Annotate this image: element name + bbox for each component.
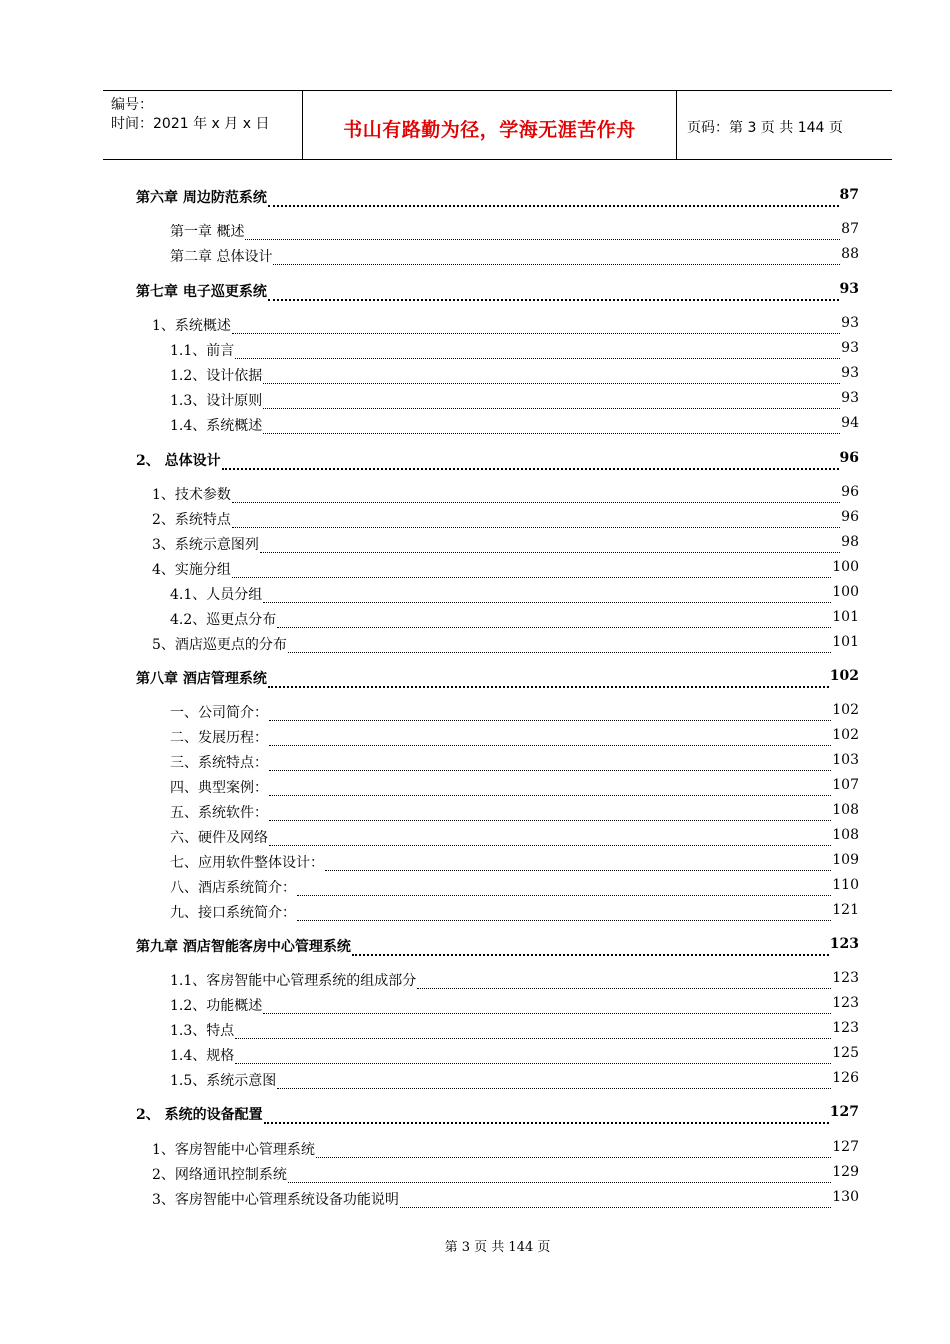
toc-entry-title: 4.2、巡更点分布 — [170, 612, 277, 628]
toc-dot-leader — [269, 727, 831, 746]
toc-entry-title: 第八章 酒店管理系统 — [136, 671, 267, 687]
toc-entry-title: 六、硬件及网络 — [170, 830, 268, 846]
toc-entry[interactable] — [0, 365, 950, 387]
toc-dot-leader — [264, 1104, 829, 1124]
toc-dot-leader — [263, 365, 840, 384]
toc-entry-title: 第一章 概述 — [170, 224, 245, 240]
toc-entry-title: 1.3、设计原则 — [170, 393, 263, 409]
toc-dot-leader — [269, 752, 831, 771]
toc-entry-page: 126 — [832, 1070, 859, 1086]
document-header — [103, 90, 892, 160]
toc-entry[interactable] — [0, 1020, 950, 1042]
toc-entry-page: 100 — [832, 584, 859, 600]
header-page-cell — [677, 91, 892, 159]
toc-entry-title: 4.1、人员分组 — [170, 587, 263, 603]
toc-entry-title: 1.1、客房智能中心管理系统的组成部分 — [170, 973, 417, 989]
toc-entry-title: 第六章 周边防范系统 — [136, 190, 267, 206]
toc-entry[interactable] — [0, 902, 950, 924]
toc-entry[interactable] — [0, 609, 950, 631]
toc-dot-leader — [297, 902, 831, 921]
toc-entry[interactable] — [0, 727, 950, 749]
toc-entry[interactable] — [0, 827, 950, 849]
toc-entry[interactable] — [0, 802, 950, 824]
toc-entry-page: 130 — [832, 1189, 859, 1205]
toc-entry-page: 121 — [832, 902, 859, 918]
toc-entry-page: 107 — [832, 777, 859, 793]
toc-entry-title: 1、客房智能中心管理系统 — [152, 1142, 315, 1158]
toc-dot-leader — [288, 1164, 831, 1183]
serial-label: 编号： — [111, 97, 153, 113]
toc-entry-page: 109 — [832, 852, 859, 868]
toc-entry-page: 93 — [841, 340, 859, 356]
toc-entry[interactable] — [0, 315, 950, 337]
toc-entry[interactable] — [0, 340, 950, 362]
toc-entry[interactable] — [0, 509, 950, 531]
toc-dot-leader — [235, 1020, 831, 1039]
toc-entry-title: 2、 总体设计 — [136, 453, 221, 469]
toc-dot-leader — [268, 281, 839, 301]
toc-entry-title: 1.2、设计依据 — [170, 368, 263, 384]
page-info: 页码：第 3 页 共 144 页 — [687, 120, 843, 136]
toc-entry-page: 102 — [832, 702, 859, 718]
toc-entry-title: 八、酒店系统简介： — [170, 880, 296, 896]
toc-entry-title: 1.1、前言 — [170, 343, 235, 359]
toc-entry-page: 110 — [832, 877, 859, 893]
toc-entry-page: 102 — [832, 727, 859, 743]
toc-entry-title: 3、系统示意图列 — [152, 537, 259, 553]
toc-entry-title: 第九章 酒店智能客房中心管理系统 — [136, 939, 351, 955]
toc-entry-page: 127 — [832, 1139, 859, 1155]
toc-entry-page: 93 — [841, 315, 859, 331]
toc-dot-leader — [400, 1189, 831, 1208]
toc-entry-title: 五、系统软件： — [170, 805, 268, 821]
toc-entry[interactable] — [0, 668, 950, 690]
toc-dot-leader — [273, 246, 840, 265]
toc-entry-title: 1.4、规格 — [170, 1048, 235, 1064]
toc-dot-leader — [269, 827, 831, 846]
toc-entry-title: 九、接口系统简介： — [170, 905, 296, 921]
toc-entry[interactable] — [0, 415, 950, 437]
toc-dot-leader — [232, 509, 840, 528]
toc-dot-leader — [316, 1139, 831, 1158]
toc-entry-page: 129 — [832, 1164, 859, 1180]
toc-entry-page: 123 — [832, 1020, 859, 1036]
toc-entry-title: 第七章 电子巡更系统 — [136, 284, 267, 300]
toc-entry[interactable] — [0, 634, 950, 656]
toc-entry[interactable] — [0, 584, 950, 606]
toc-entry[interactable] — [0, 1104, 950, 1126]
toc-entry[interactable] — [0, 852, 950, 874]
toc-entry-page: 87 — [839, 187, 859, 203]
toc-entry-title: 3、客房智能中心管理系统设备功能说明 — [152, 1192, 399, 1208]
toc-entry[interactable] — [0, 390, 950, 412]
toc-dot-leader — [288, 634, 831, 653]
toc-entry[interactable] — [0, 1045, 950, 1067]
toc-entry[interactable] — [0, 221, 950, 243]
toc-dot-leader — [269, 777, 831, 796]
toc-entry-title: 2、系统特点 — [152, 512, 231, 528]
toc-entry-title: 4、实施分组 — [152, 562, 231, 578]
toc-dot-leader — [260, 534, 840, 553]
toc-dot-leader — [263, 584, 831, 603]
time-label: 时间：2021 年 x 月 x 日 — [111, 116, 270, 132]
toc-entry-title: 第二章 总体设计 — [170, 249, 273, 265]
toc-dot-leader — [277, 609, 831, 628]
toc-entry-title: 1.3、特点 — [170, 1023, 235, 1039]
toc-entry-page: 87 — [841, 221, 859, 237]
toc-dot-leader — [263, 995, 831, 1014]
toc-entry-title: 1.2、功能概述 — [170, 998, 263, 1014]
toc-entry-page: 98 — [841, 534, 859, 550]
toc-entry[interactable] — [0, 777, 950, 799]
toc-entry-page: 94 — [841, 415, 859, 431]
toc-entry-page: 101 — [832, 634, 859, 650]
toc-entry-page: 123 — [829, 936, 859, 952]
toc-entry[interactable] — [0, 1164, 950, 1186]
toc-entry[interactable] — [0, 450, 950, 472]
toc-entry[interactable] — [0, 281, 950, 303]
toc-entry-page: 96 — [841, 509, 859, 525]
toc-entry-page: 96 — [841, 484, 859, 500]
toc-entry[interactable] — [0, 559, 950, 581]
toc-entry[interactable] — [0, 877, 950, 899]
toc-dot-leader — [263, 415, 840, 434]
toc-entry-title: 2、 系统的设备配置 — [136, 1107, 263, 1123]
toc-entry-title: 5、酒店巡更点的分布 — [152, 637, 287, 653]
toc-entry-title: 七、应用软件整体设计： — [170, 855, 324, 871]
toc-dot-leader — [297, 877, 831, 896]
toc-dot-leader — [277, 1070, 831, 1089]
toc-dot-leader — [417, 970, 831, 989]
toc-dot-leader — [232, 315, 840, 334]
toc-dot-leader — [325, 852, 831, 871]
toc-entry[interactable] — [0, 1070, 950, 1092]
toc-entry[interactable] — [0, 936, 950, 958]
toc-dot-leader — [235, 340, 840, 359]
toc-dot-leader — [269, 802, 831, 821]
toc-entry[interactable] — [0, 484, 950, 506]
toc-dot-leader — [232, 559, 831, 578]
toc-dot-leader — [245, 221, 840, 240]
toc-entry-page: 93 — [841, 365, 859, 381]
toc-dot-leader — [352, 936, 829, 956]
toc-entry-page: 93 — [839, 281, 859, 297]
toc-entry-title: 1、系统概述 — [152, 318, 231, 334]
toc-entry-title: 1.4、系统概述 — [170, 418, 263, 434]
toc-entry[interactable] — [0, 702, 950, 724]
toc-entry-title: 2、网络通讯控制系统 — [152, 1167, 287, 1183]
header-motto-cell — [303, 91, 677, 159]
toc-entry-title: 二、发展历程： — [170, 730, 268, 746]
toc-entry-page: 88 — [841, 246, 859, 262]
toc-dot-leader — [222, 450, 839, 470]
toc-entry-page: 125 — [832, 1045, 859, 1061]
toc-dot-leader — [269, 702, 831, 721]
toc-dot-leader — [263, 390, 840, 409]
toc-entry-page: 93 — [841, 390, 859, 406]
toc-entry-title: 一、公司简介： — [170, 705, 268, 721]
toc-dot-leader — [235, 1045, 831, 1064]
toc-entry-title: 1.5、系统示意图 — [170, 1073, 277, 1089]
toc-entry[interactable] — [0, 1139, 950, 1161]
toc-entry-page: 123 — [832, 970, 859, 986]
toc-entry[interactable] — [0, 995, 950, 1017]
toc-entry[interactable] — [0, 752, 950, 774]
toc-dot-leader — [268, 668, 829, 688]
toc-entry-page: 101 — [832, 609, 859, 625]
toc-entry-page: 127 — [829, 1104, 859, 1120]
page-footer: 第 3 页 共 144 页 — [444, 1240, 551, 1255]
header-meta-cell — [103, 91, 303, 159]
toc-entry-title: 四、典型案例： — [170, 780, 268, 796]
toc-entry[interactable] — [0, 246, 950, 268]
toc-dot-leader — [268, 187, 839, 207]
toc-entry-page: 108 — [832, 827, 859, 843]
toc-entry[interactable] — [0, 534, 950, 556]
toc-entry-page: 102 — [829, 668, 859, 684]
toc-entry-page: 100 — [832, 559, 859, 575]
toc-entry-page: 123 — [832, 995, 859, 1011]
toc-entry[interactable] — [0, 970, 950, 992]
toc-entry[interactable] — [0, 187, 950, 209]
toc-entry-page: 103 — [832, 752, 859, 768]
motto: 书山有路勤为径，学海无涯苦作舟 — [343, 119, 636, 141]
toc-entry-title: 1、技术参数 — [152, 487, 231, 503]
toc-entry-title: 三、系统特点： — [170, 755, 268, 771]
toc-dot-leader — [232, 484, 840, 503]
toc-entry[interactable] — [0, 1189, 950, 1211]
toc-entry-page: 108 — [832, 802, 859, 818]
toc-entry-page: 96 — [839, 450, 859, 466]
